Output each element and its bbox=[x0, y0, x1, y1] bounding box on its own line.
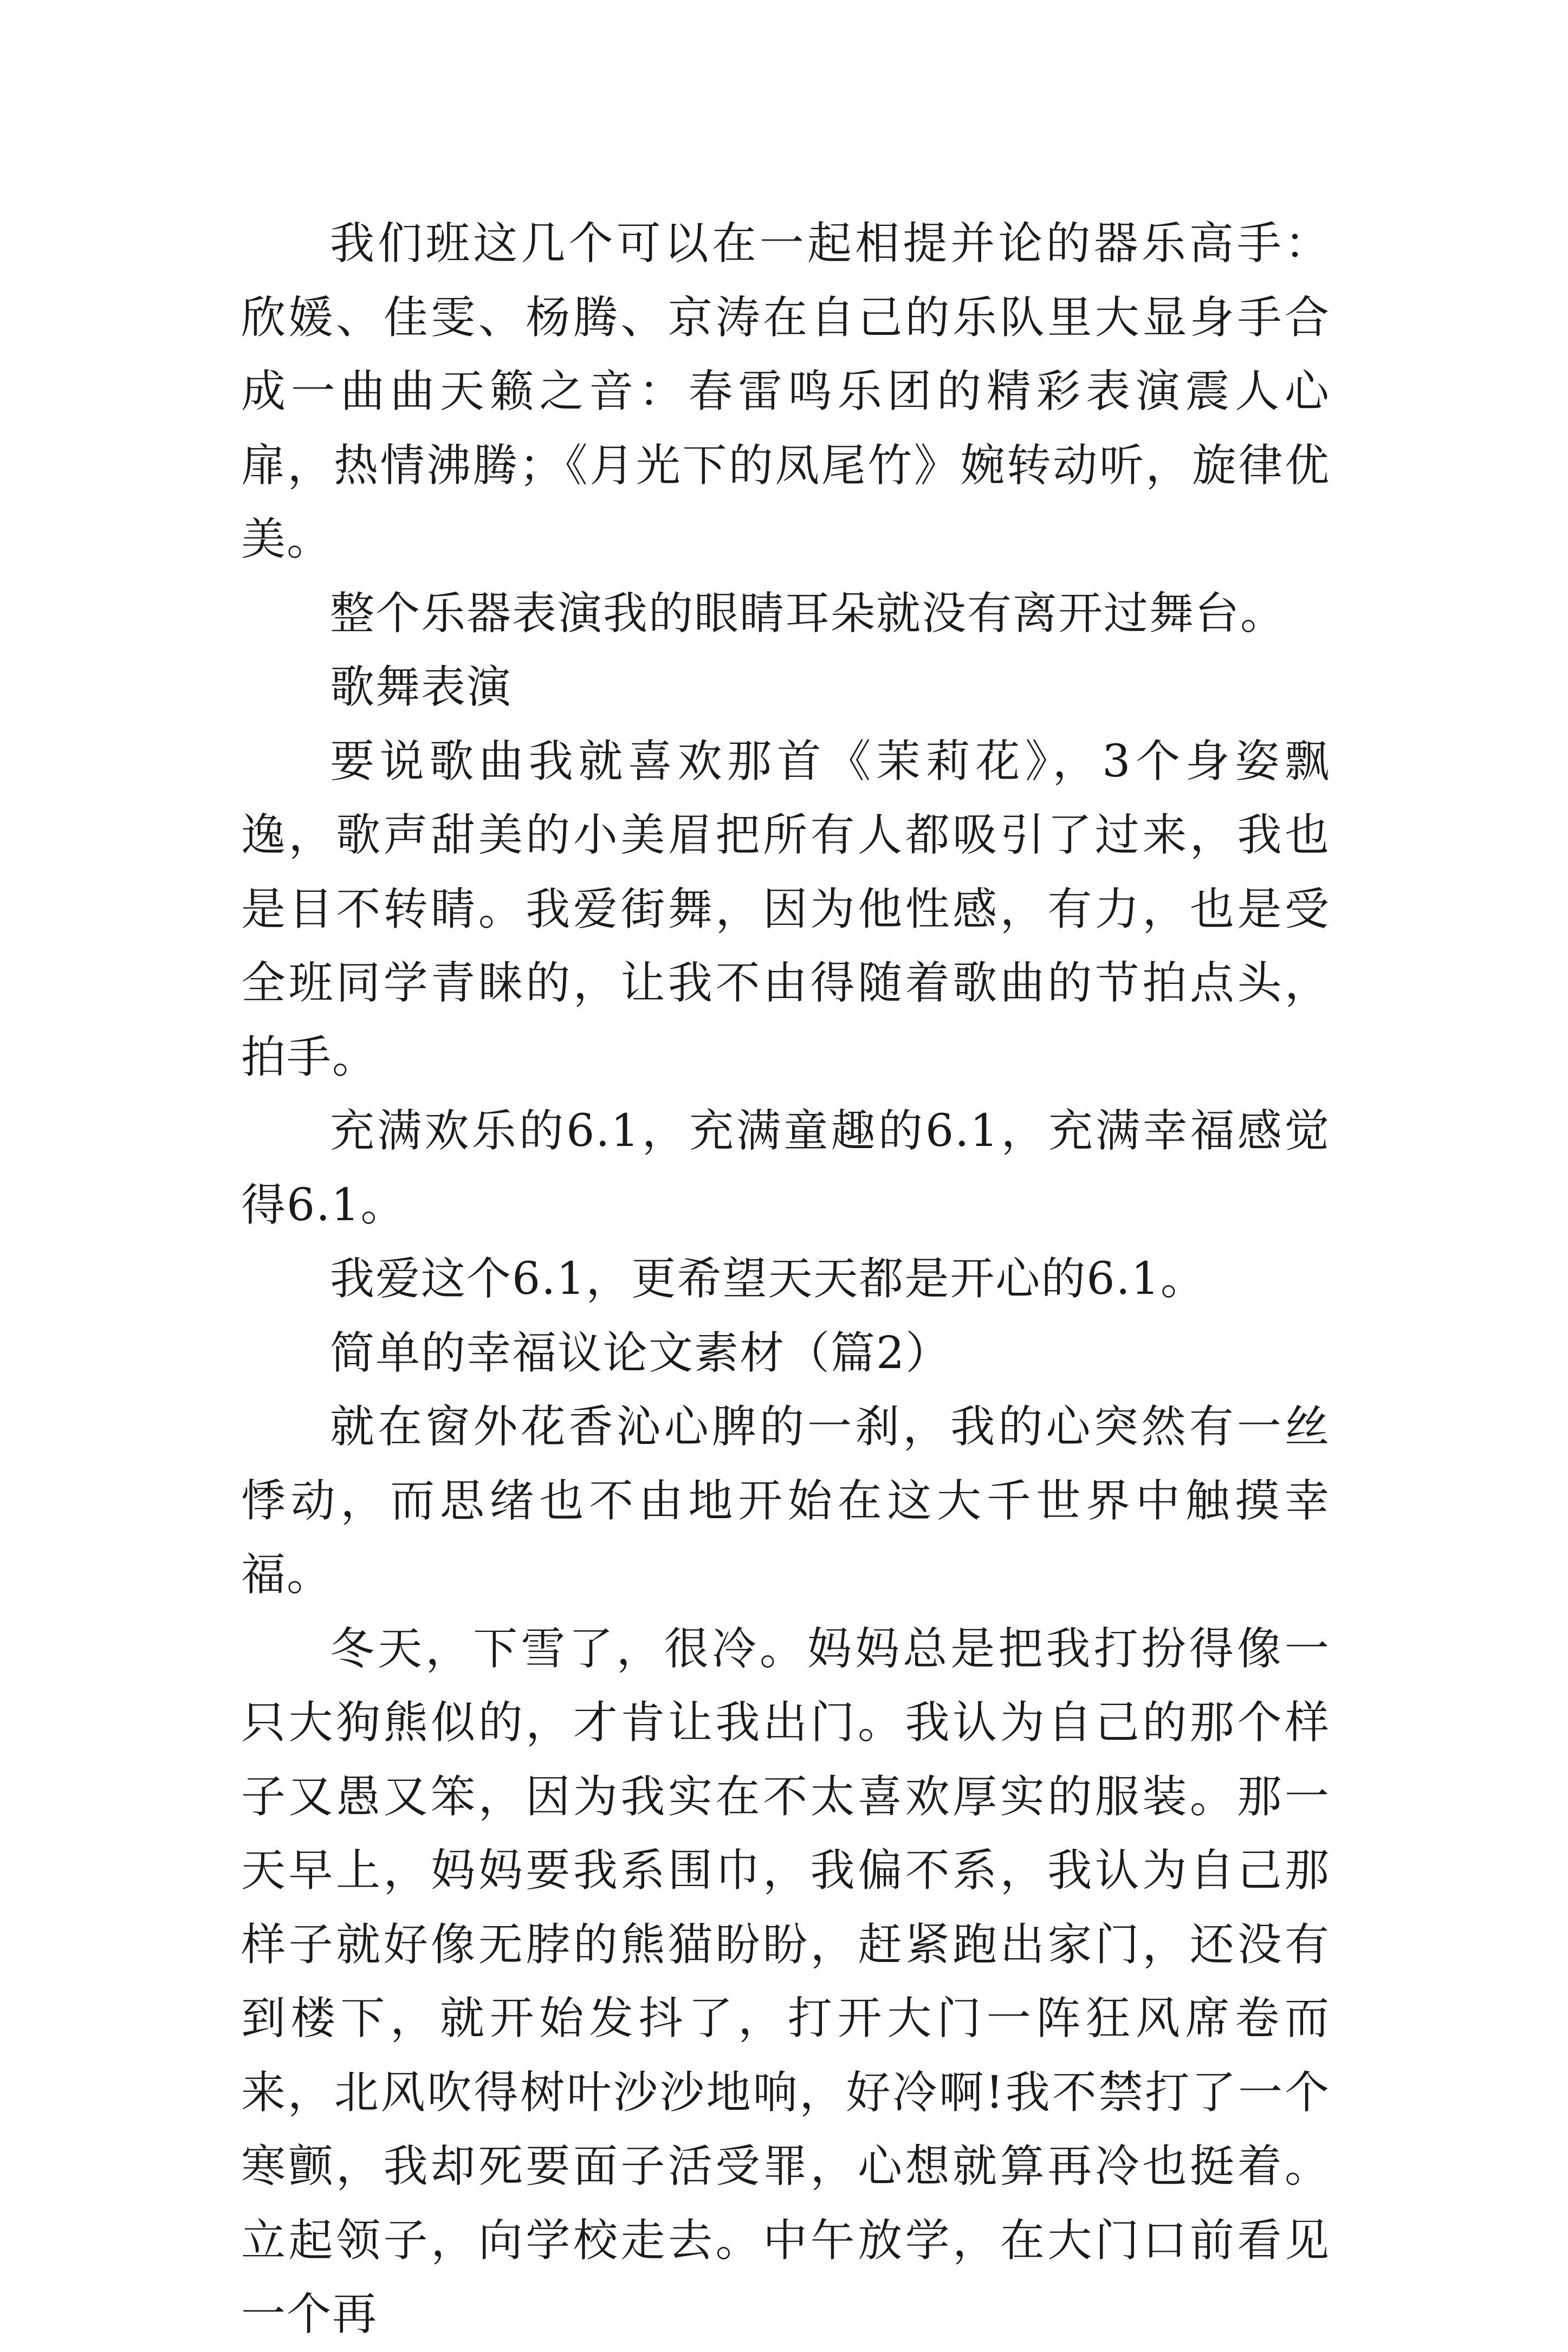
article-title-part2: 简单的幸福议论文素材（篇2） bbox=[330, 1327, 951, 1379]
document-body bbox=[241, 207, 1330, 2352]
paragraph-songs: 要说歌曲我就喜欢那首《茉莉花》，3个身姿飘逸，歌声甜美的小美眉把所有人都吸引了过来，我也是目不转睛。我爱街舞，因为他性感，有力，也是受全班同学青睐的，让我不由得随着歌曲的节拍点头，拍手。 bbox=[241, 735, 1330, 1083]
paragraph-musicians: 我们班这几个可以在一起相提并论的器乐高手：欣媛、佳雯、杨腾、京涛在自己的乐队里大显身手合成一曲曲天籁之音：春雷鸣乐团的精彩表演震人心扉，热情沸腾；《月光下的凤尾竹》婉转动听，旋律优美。 bbox=[241, 218, 1330, 565]
paragraph-winter-story: 冬天，下雪了，很冷。妈妈总是把我打扮得像一只大狗熊似的，才肯让我出门。我认为自己的那个样子又愚又笨，因为我实在不太喜欢厚实的服装。那一天早上，妈妈要我系围巾，我偏不系，我认为自己那样子就好像无脖的熊猫盼盼，赶紧跑出家门，还没有到楼下，就开始发抖了，打开大门一阵狂风席卷而来，北风吹得树叶沙沙地响，好冷啊!我不禁打了一个寒颤，我却死要面子活受罪，心想就算再冷也挺着。立起领子，向学校走去。中午放学，在大门口前看见一个再 bbox=[241, 1623, 1330, 2340]
paragraph-window-flowers: 就在窗外花香沁心脾的一刹，我的心突然有一丝悸动，而思绪也不由地开始在这大千世界中触摸幸福。 bbox=[241, 1401, 1330, 1601]
paragraph-children-day: 充满欢乐的6.1，充满童趣的6.1，充满幸福感觉得6.1。 bbox=[241, 1105, 1330, 1231]
section-heading-song-dance: 歌舞表演 bbox=[330, 662, 513, 713]
paragraph-instrument-show: 整个乐器表演我的眼睛耳朵就没有离开过舞台。 bbox=[330, 587, 1286, 639]
paragraph-love-children-day: 我爱这个6.1，更希望天天都是开心的6.1。 bbox=[330, 1253, 1206, 1305]
